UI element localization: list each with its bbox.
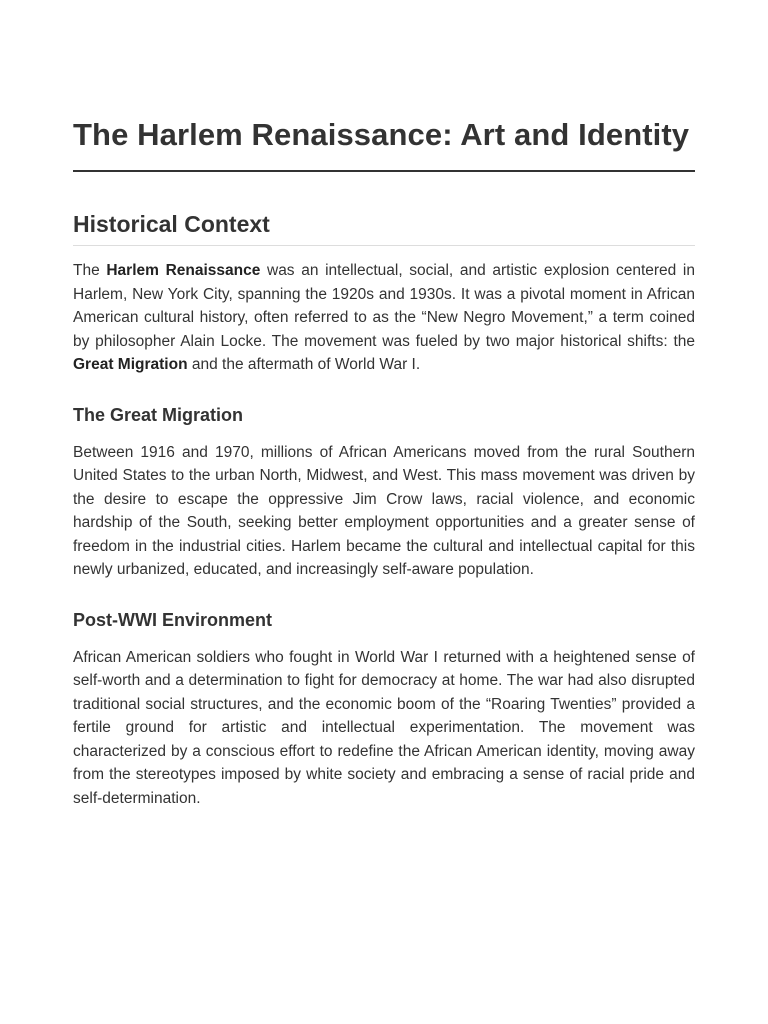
intro-paragraph <box>73 259 695 377</box>
intro-bold-harlem-renaissance: Harlem Renaissance <box>106 262 261 279</box>
intro-text-3: and the aftermath of World War I. <box>187 356 421 373</box>
great-migration-paragraph: Between 1916 and 1970, millions of African Americans moved from the rural Southern United States to the urban North, Midwest, and West. This mass movement was driven by the desire to escape the oppressive Jim Crow laws, racial violence, and economic hardship of the South, seeking better employment opportunities and a greater sense of freedom in the industrial cities. Harlem became the cultural and intellectual capital for this newly urbanized, educated, and increasingly self-aware population. <box>73 443 695 578</box>
post-wwi-paragraph: African American soldiers who fought in World War I returned with a heightened sense of self-worth and a determination to fight for democracy at home. The war had also disrupted traditional social structures, and the economic boom of the “Roaring Twenties” provided a fertile ground for artistic and intellectual experimentation. The movement was characterized by a conscious effort to redefine the African American identity, moving away from the stereotypes imposed by white society and embracing a sense of racial pride and self-determination. <box>73 648 695 807</box>
subsection-heading-post-wwi: Post-WWI Environment <box>73 609 272 630</box>
intro-text-1: The <box>73 262 107 279</box>
intro-bold-great-migration: Great Migration <box>73 356 188 373</box>
intro-text-2: was an intellectual, social, and artistic explosion centered in Harlem, New York City, spanning the 1920s and 1930s. It was a pivotal moment in African American cultural history, often referred to as the “New Negro Movement,” a term coined by philosopher Alain Locke. The movement was fueled by two major historical shifts: the <box>73 262 695 350</box>
section-heading-historical-context: Historical Context <box>73 209 695 246</box>
subsection-heading-great-migration: The Great Migration <box>73 404 244 425</box>
page-title: The Harlem Renaissance: Art and Identity <box>73 112 695 172</box>
